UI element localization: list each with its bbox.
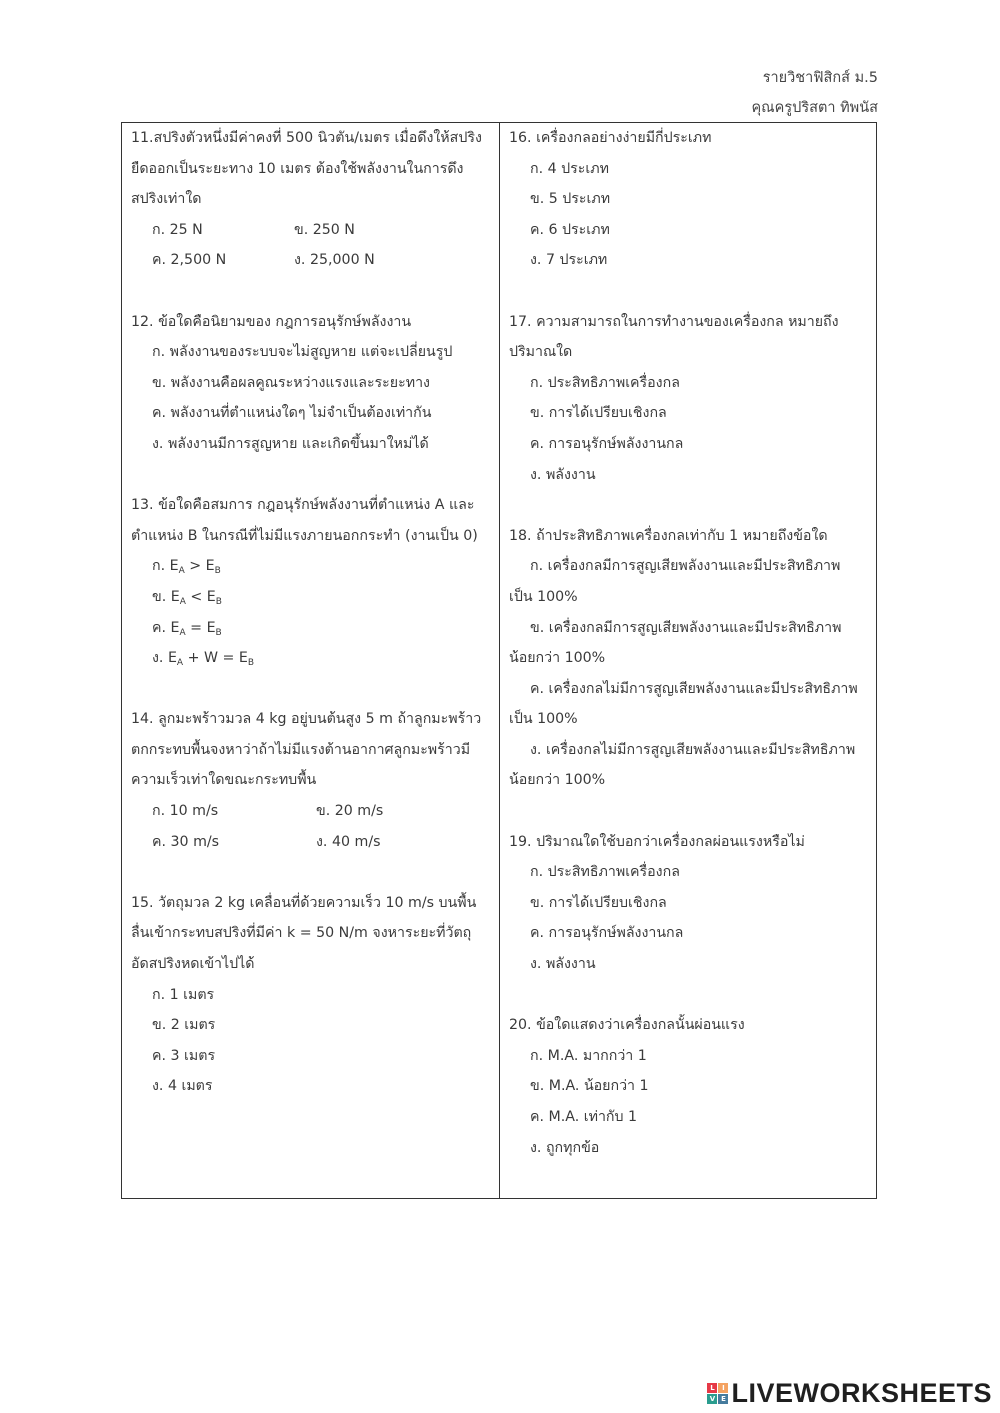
q14-option-d: ง. 40 m/s [316,833,381,850]
logo-block-l: L [707,1383,717,1393]
logo-block-v: V [707,1394,717,1404]
question-14-line1: 14. ลูกมะพร้าวมวล 4 kg อยู่บนต้นสูง 5 m ถ้าลูกมะพร้าว [131,711,482,728]
logo-block-e: E [718,1394,728,1404]
q16-option-a: ก. 4 ประเภท [530,160,609,177]
question-11-options-row2 [131,245,493,276]
q12-option-b: ข. พลังงานคือผลคูณระหว่างแรงและระยะทาง [152,374,430,391]
question-15-line1: 15. วัตถุมวล 2 kg เคลื่อนที่ด้วยความเร็ว 10 m/s บนพื้น [131,894,477,911]
question-14-line2: ตกกระทบพื้นจงหาว่าถ้าไม่มีแรงต้านอากาศลูกมะพร้าวมี [131,741,471,758]
q11-option-a: ก. 25 N [152,221,203,238]
q13-option-d: ง. $E_A + W = E_B$ [152,650,255,669]
q11-option-d: ง. 25,000 N [294,252,375,269]
question-table [121,122,877,1199]
q13-option-a: ก. $E_A > E_B$ [152,558,221,577]
q20-option-a: ก. M.A. มากกว่า 1 [530,1047,647,1064]
right-column [509,123,871,1163]
question-11-line3: สปริงเท่าใด [131,191,202,208]
q13-option-c: ค. $E_A = E_B$ [152,619,222,638]
q14-option-b: ข. 20 m/s [316,803,384,820]
q14-option-a: ก. 10 m/s [152,803,219,820]
q18-option-c-line2: เป็น 100% [509,711,578,728]
question-13-line2: ตำแหน่ง B ในกรณีที่ไม่มีแรงภายนอกกระทำ (งานเป็น 0) [131,527,478,544]
question-14 [131,704,493,857]
question-17 [509,307,871,491]
question-17-line2: ปริมาณใด [509,344,573,361]
liveworksheets-logo[interactable] [707,1378,992,1409]
question-14-line3: ความเร็วเท่าใดขณะกระทบพื้น [131,772,317,789]
question-12-text: 12. ข้อใดคือนิยามของ กฎการอนุรักษ์พลังงาน [131,313,412,330]
question-19 [509,827,871,980]
subject-header: รายวิชาฟิสิกส์ ม.5 [762,70,878,86]
q12-option-d: ง. พลังงานมีการสูญหาย และเกิดขึ้นมาใหม่ได้ [152,435,429,452]
question-18 [509,521,871,796]
q17-option-d: ง. พลังงาน [530,466,596,483]
question-11-line2: ยืดออกเป็นระยะทาง 10 เมตร ต้องใช้พลังงานในการดึง [131,160,464,177]
q18-option-d-line2: น้อยกว่า 100% [509,772,606,789]
q19-option-b: ข. การได้เปรียบเชิงกล [530,894,667,911]
question-12 [131,307,493,460]
question-20-text: 20. ข้อใดแสดงว่าเครื่องกลนั้นผ่อนแรง [509,1017,745,1034]
question-19-text: 19. ปริมาณใดใช้บอกว่าเครื่องกลผ่อนแรงหรือไม่ [509,833,805,850]
q11-option-c: ค. 2,500 N [152,252,227,269]
teacher-header: คุณครูปริสตา ทิพนัส [751,100,878,116]
question-17-line1: 17. ความสามารถในการทำงานของเครื่องกล หมายถึง [509,313,839,330]
question-16-text: 16. เครื่องกลอย่างง่ายมีกี่ประเภท [509,130,712,146]
question-14-options-row1 [131,796,493,827]
q12-option-c: ค. พลังงานที่ตำแหน่งใดๆ ไม่จำเป็นต้องเท่ากัน [152,405,432,422]
logo-text: LIVEWORKSHEETS [731,1378,992,1408]
logo-block-i: I [718,1383,728,1393]
q18-option-b-line2: น้อยกว่า 100% [509,650,606,667]
question-11 [131,123,493,276]
question-11-line1: 11.สปริงตัวหนึ่งมีค่าคงที่ 500 นิวตัน/เมตร เมื่อดึงให้สปริง [131,130,482,146]
q15-option-a: ก. 1 เมตร [152,986,215,1003]
q15-option-b: ข. 2 เมตร [152,1017,216,1034]
question-20 [509,1010,871,1163]
q19-option-c: ค. การอนุรักษ์พลังงานกล [530,925,684,942]
question-11-options-row1 [131,215,493,246]
question-15-line2: ลื่นเข้ากระทบสปริงที่มีค่า k = 50 N/m จงหาระยะที่วัตถุ [131,925,472,942]
logo-blocks-icon [707,1383,728,1404]
q20-option-c: ค. M.A. เท่ากับ 1 [530,1109,638,1125]
column-divider [499,123,500,1198]
question-14-options-row2 [131,827,493,858]
q12-option-a: ก. พลังงานของระบบจะไม่สูญหาย แต่จะเปลี่ยนรูป [152,344,453,361]
q16-option-d: ง. 7 ประเภท [530,252,608,269]
question-13 [131,490,493,674]
q17-option-a: ก. ประสิทธิภาพเครื่องกล [530,374,680,391]
q17-option-c: ค. การอนุรักษ์พลังงานกล [530,435,684,452]
q16-option-b: ข. 5 ประเภท [530,191,611,208]
q18-option-d-line1: ง. เครื่องกลไม่มีการสูญเสียพลังงานและมีประสิทธิภาพ [530,741,856,758]
question-15-line3: อัดสปริงหดเข้าไปได้ [131,956,255,973]
question-16 [509,123,871,276]
q19-option-a: ก. ประสิทธิภาพเครื่องกล [530,864,680,881]
q11-option-b: ข. 250 N [294,221,355,238]
q15-option-c: ค. 3 เมตร [152,1047,216,1064]
q18-option-b-line1: ข. เครื่องกลมีการสูญเสียพลังงานและมีประสิทธิภาพ [530,619,842,636]
q20-option-b: ข. M.A. น้อยกว่า 1 [530,1078,649,1095]
question-15 [131,888,493,1102]
q17-option-b: ข. การได้เปรียบเชิงกล [530,405,667,422]
q18-option-a-line1: ก. เครื่องกลมีการสูญเสียพลังงานและมีประสิทธิภาพ [530,558,841,575]
question-13-line1: 13. ข้อใดคือสมการ กฎอนุรักษ์พลังงานที่ตำแหน่ง A และ [131,497,475,514]
q20-option-d: ง. ถูกทุกข้อ [530,1139,600,1156]
q19-option-d: ง. พลังงาน [530,956,596,973]
left-column [131,123,493,1102]
q13-option-b: ข. $E_A < E_B$ [152,588,222,607]
q14-option-c: ค. 30 m/s [152,833,220,850]
q16-option-c: ค. 6 ประเภท [530,221,610,238]
q18-option-c-line1: ค. เครื่องกลไม่มีการสูญเสียพลังงานและมีประสิทธิภาพ [530,680,858,697]
question-18-text: 18. ถ้าประสิทธิภาพเครื่องกลเท่ากับ 1 หมายถึงข้อใด [509,527,828,544]
q18-option-a-line2: เป็น 100% [509,588,578,605]
q15-option-d: ง. 4 เมตร [152,1078,213,1095]
